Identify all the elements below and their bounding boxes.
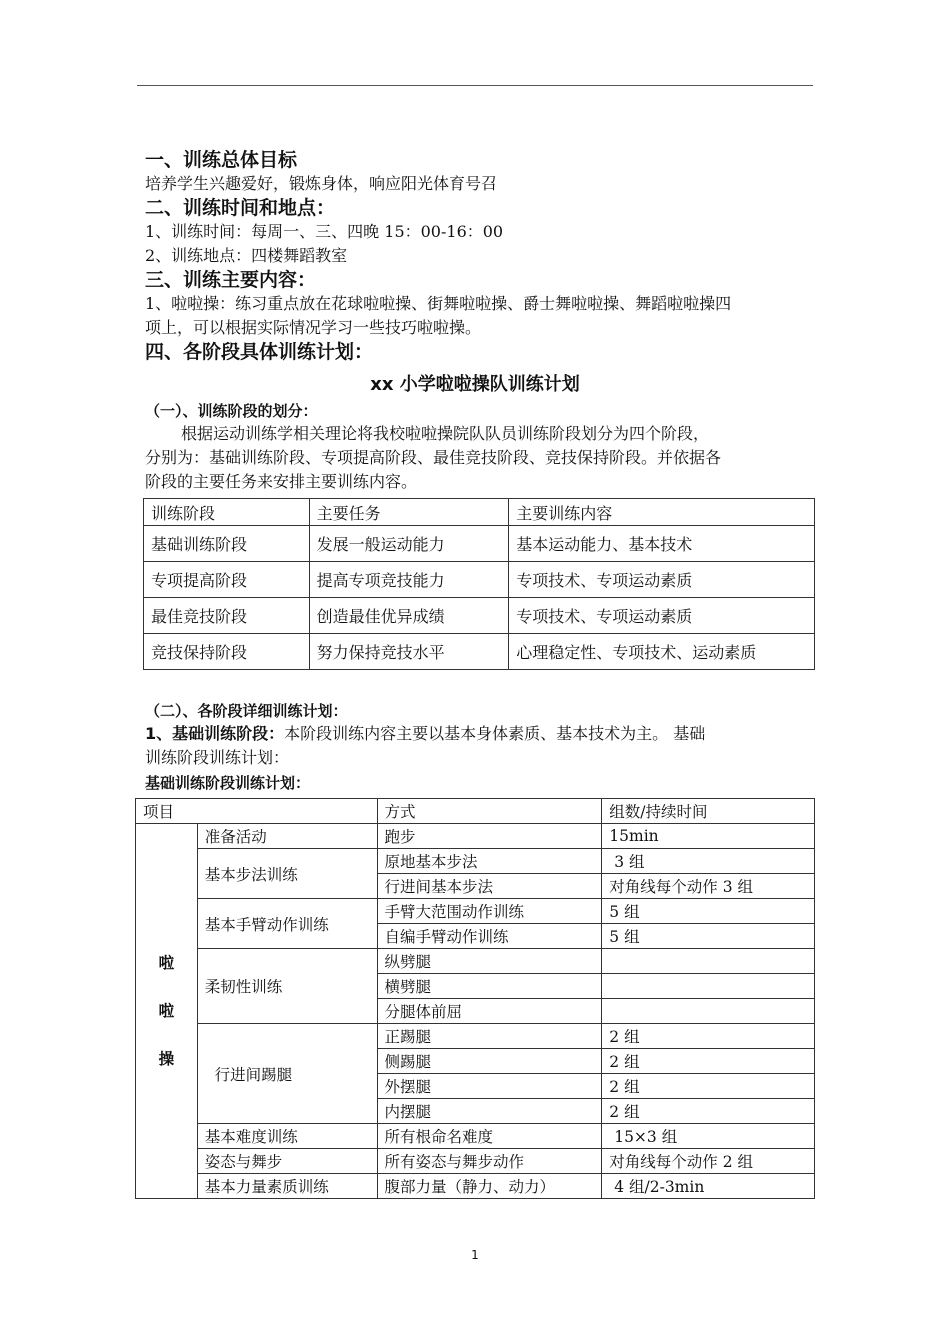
category-char: 操 [158, 1050, 175, 1068]
header-rule [137, 85, 813, 86]
section-1 [145, 148, 815, 364]
method-cell: 侧踢腿 [377, 1049, 602, 1074]
method-cell: 外摆腿 [377, 1074, 602, 1099]
duration-cell: 5 组 [602, 924, 815, 949]
stage-cell: 发展一般运动能力 [309, 526, 509, 562]
duration-cell: 对角线每个动作 3 组 [602, 874, 815, 899]
section-3-line-2: 项上，可以根据实际情况学习一些技巧啦啦操。 [145, 318, 482, 337]
part-1-para-line-1: 根据运动训练学相关理论将我校啦啦操院队队员训练阶段划分为四个阶段， [181, 424, 710, 443]
table-row [136, 899, 815, 924]
plan-title: xx 小学啦啦操队训练计划 [370, 374, 580, 395]
duration-cell: 3 组 [602, 849, 815, 874]
stage-cell: 基本运动能力、基本技术 [509, 526, 815, 562]
section-2-title: 二、训练时间和地点： [145, 197, 336, 219]
duration-cell [602, 974, 815, 999]
method-cell: 原地基本步法 [377, 849, 602, 874]
table-row [136, 849, 815, 874]
method-cell: 自编手臂动作训练 [377, 924, 602, 949]
group-name-cell: 基本步法训练 [197, 849, 377, 899]
table-row [144, 598, 815, 634]
section-3-line-1: 1、啦啦操：练习重点放在花球啦啦操、街舞啦啦操、爵士舞啦啦操、舞蹈啦啦操四 [145, 294, 732, 313]
duration-cell: 2 组 [602, 1099, 815, 1124]
part-1-para-line-3: 阶段的主要任务来安排主要训练内容。 [145, 472, 418, 491]
stage-header-cell: 主要训练内容 [509, 499, 815, 526]
method-cell: 纵劈腿 [377, 949, 602, 974]
group-name-cell: 基本手臂动作训练 [197, 899, 377, 949]
plan-header-item: 项目 [136, 799, 378, 824]
table-row [136, 824, 815, 849]
plan-header-method: 方式 [377, 799, 602, 824]
duration-cell: 4 组/2-3min [602, 1174, 815, 1199]
method-cell: 内摆腿 [377, 1099, 602, 1124]
table-row [136, 1024, 815, 1049]
basic-plan-caption: 基础训练阶段训练计划： [145, 774, 311, 792]
category-char: 啦 [158, 1002, 175, 1020]
duration-cell: 15min [602, 824, 815, 849]
part-2-intro-label: 1、基础训练阶段： [145, 724, 285, 743]
duration-cell: 对角线每个动作 2 组 [602, 1149, 815, 1174]
group-name-cell: 基本难度训练 [197, 1124, 377, 1149]
stage-cell: 基础训练阶段 [144, 526, 310, 562]
method-cell: 腹部力量（静力、动力） [377, 1174, 602, 1199]
duration-cell: 5 组 [602, 899, 815, 924]
stage-header-cell: 训练阶段 [144, 499, 310, 526]
group-name-cell: 准备活动 [197, 824, 377, 849]
duration-cell: 2 组 [602, 1024, 815, 1049]
plan-table-header [136, 799, 815, 824]
stage-table [143, 498, 815, 670]
table-row [136, 1124, 815, 1149]
plan-header-duration: 组数/持续时间 [602, 799, 815, 824]
method-cell: 手臂大范围动作训练 [377, 899, 602, 924]
table-row [144, 562, 815, 598]
category-cell [136, 824, 198, 1199]
group-name-cell: 柔韧性训练 [197, 949, 377, 1024]
group-name-cell: 姿态与舞步 [197, 1149, 377, 1174]
method-cell: 分腿体前屈 [377, 999, 602, 1024]
section-2-line-1: 1、训练时间：每周一、三、四晚 15：00-16：00 [145, 222, 504, 241]
category-char: 啦 [158, 954, 175, 972]
stage-cell: 努力保持竞技水平 [309, 634, 509, 670]
part-2-intro-line-2: 训练阶段训练计划： [145, 748, 290, 767]
stage-header-cell: 主要任务 [309, 499, 509, 526]
table-row [144, 634, 815, 670]
stage-cell: 最佳竞技阶段 [144, 598, 310, 634]
method-cell: 行进间基本步法 [377, 874, 602, 899]
duration-cell [602, 999, 815, 1024]
duration-cell: 15×3 组 [602, 1124, 815, 1149]
part-1 [145, 400, 815, 494]
stage-table-header [144, 499, 815, 526]
stage-cell: 专项技术、专项运动素质 [509, 598, 815, 634]
part-2 [145, 700, 815, 794]
method-cell: 跑步 [377, 824, 602, 849]
stage-cell: 专项提高阶段 [144, 562, 310, 598]
group-name-cell: 基本力量素质训练 [197, 1174, 377, 1199]
section-1-title: 一、训练总体目标 [145, 149, 298, 171]
section-3-title: 三、训练主要内容： [145, 269, 317, 291]
section-1-text: 培养学生兴趣爱好，锻炼身体，响应阳光体育号召 [145, 174, 498, 193]
stage-cell: 创造最佳优异成绩 [309, 598, 509, 634]
table-row [136, 949, 815, 974]
section-4-title: 四、各阶段具体训练计划： [145, 341, 374, 363]
section-2-line-2: 2、训练地点：四楼舞蹈教室 [145, 246, 348, 265]
part-1-para-line-2: 分别为：基础训练阶段、专项提高阶段、最佳竞技阶段、竞技保持阶段。并依据各 [145, 448, 722, 467]
method-cell: 正踢腿 [377, 1024, 602, 1049]
part-2-intro-text: 本阶段训练内容主要以基本身体素质、基本技术为主。 基础 [284, 724, 706, 743]
stage-cell: 提高专项竞技能力 [309, 562, 509, 598]
page-number: 1 [471, 1248, 479, 1262]
part-1-heading: （一）、训练阶段的划分： [145, 402, 318, 420]
method-cell: 横劈腿 [377, 974, 602, 999]
part-2-heading: （二）、各阶段详细训练计划： [145, 702, 348, 720]
method-cell: 所有姿态与舞步动作 [377, 1149, 602, 1174]
duration-cell [602, 949, 815, 974]
duration-cell: 2 组 [602, 1074, 815, 1099]
table-row [144, 526, 815, 562]
table-row [136, 1174, 815, 1199]
stage-cell: 心理稳定性、专项技术、运动素质 [509, 634, 815, 670]
stage-cell: 竞技保持阶段 [144, 634, 310, 670]
table-row [136, 1149, 815, 1174]
basic-plan-table [135, 798, 815, 1199]
group-name-cell: 行进间踢腿 [197, 1024, 377, 1124]
stage-cell: 专项技术、专项运动素质 [509, 562, 815, 598]
duration-cell: 2 组 [602, 1049, 815, 1074]
method-cell: 所有根命名难度 [377, 1124, 602, 1149]
